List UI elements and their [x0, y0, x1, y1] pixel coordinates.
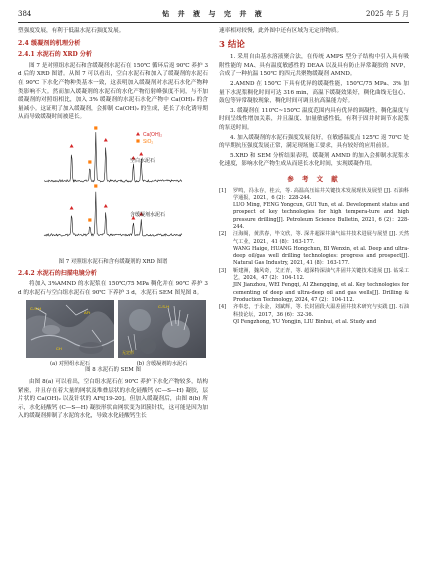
legend-label: Ca(OH)₂ — [143, 131, 163, 138]
xrd-series-label: 空白水泥石 — [130, 157, 156, 164]
reference-item: [4] 齐奉忠，于永金，刘斌辉，等. 长封固段大温差固井技术研究与实践 [J]. 石油科技论坛，2017，36 (6)：32-36. — [219, 304, 409, 318]
xrd-peak-marker — [88, 160, 91, 163]
svg-text:C-S-H: C-S-H — [158, 304, 170, 310]
page-number: 384 — [18, 10, 32, 18]
reference-list — [219, 188, 409, 327]
svg-text:C-S-H: C-S-H — [30, 306, 42, 312]
figure-caption: 图 7 对照组水泥石和含有缓凝剂的 XRD 图谱 — [58, 258, 168, 265]
conclusion-item: 5.XRD 和 SEM 分析结果表明，缓凝剂 AMND 的加入会抑制水泥浆水化速度，影响水化产物生成从而延长水化时间，实现缓凝作用。 — [219, 152, 409, 168]
header-rule — [18, 22, 409, 23]
reference-item: [2] 汪海阁，黄洪春，毕文欣，等. 深井超深井油气钻井技术进展与展望 [J]. 天然气工业，2021，41 (8)：163-177. — [219, 231, 409, 245]
svg-text:AFt: AFt — [84, 310, 91, 316]
sem-image-retarder — [118, 300, 206, 358]
subsection-heading: 2.4.2 水泥石的扫描电镜分析 — [18, 269, 97, 277]
legend-label: SiO₂ — [143, 138, 154, 145]
issue-date: 2025 年 5 月 — [366, 10, 409, 18]
paragraph: 速率相对较慢，此外图中还有区域为无定形物质。 — [219, 28, 343, 34]
reference-item: WANG Haige, HUANG Hongchun, BI Wenxin, et al. Deep and ultra-deep oil/gas well drilling technologies: progress and prospect[J]. Natural Gas Industry, 2021, 41 (8)：163-177. — [233, 245, 409, 267]
figure-caption: 图 8 水泥石的 SEM 图 — [85, 367, 141, 374]
right-column — [219, 27, 409, 326]
conclusion-item: 4. 加入缓凝剂的水泥石强度发展良好，在敏感温度点 125℃ 返 70℃ 处的早期抗压强度发展正常，满足现场施工要求，具有较好的应用前景。 — [219, 134, 409, 150]
sem-caption-a: (a) 对照组水泥石 — [50, 361, 90, 368]
xrd-figure — [18, 124, 208, 256]
references-heading: 参 考 文 献 — [287, 174, 341, 183]
conclusion-item: 2.AMND 在 150℃ 下具有优异的缓凝性能，150℃/75 MPa、3% 加量下水泥浆稠化时间可达 316 min，高温下缓凝效果好，稠化曲线无包心、鼓包等异常凝胶现象，稠化时间可调且抗高温能力好。 — [219, 80, 409, 105]
paragraph: 将加入 3%AMND 的水泥浆在 150℃/75 MPa 稠化并在 90℃ 养护 3 d 的水泥石与空白组水泥石在 90℃ 下养护 3 d，水泥石 SEM 图见图 8。 — [18, 281, 208, 296]
reference-item: LUO Ming, FENG Yongcun, GUI Yun, et al. Development status and prospect of key technologies for high tempera-ture and high pressure drilling[J]. Petroleum Science Bulletin, 2021, 6 (2)：228-244. — [233, 202, 409, 230]
paragraph: 塑强度发展，有利于低温水泥石强度发展。 — [18, 28, 125, 34]
reference-item: QI Fengzhong, YU Yongjin, LIU Binhui, et al. Study and — [233, 318, 377, 325]
sem-image-control — [26, 300, 114, 358]
section-heading: 3 结论 — [219, 39, 245, 50]
sem-caption-b: (b) 含缓凝剂的水泥石 — [136, 361, 188, 368]
journal-title: 钻 井 液 与 完 井 液 — [162, 9, 265, 18]
page-header — [18, 7, 409, 21]
xrd-peak-marker — [94, 126, 97, 129]
reference-item: JIN Jianzhou, WEI Fengqi, AI Zhengqing, et al. Key technologies for cementing of deep and ultra-deep oil and gas wells[J]. Drilling & Production Technology, 2024, 47 (2)：104-112. — [233, 282, 409, 303]
conclusion-item: 3. 缓凝剂在 110℃~150℃ 温度范围内具有优异的调凝性，稠化温度与时间呈线性增加关系，并且温度、加量敏感性低，有利于固井时调节水泥浆的泵送时间。 — [219, 107, 409, 131]
svg-text:无定形: 无定形 — [122, 350, 134, 356]
subsection-heading: 2.4.1 水泥石的 XRD 分析 — [18, 51, 92, 59]
paragraph: 由图 8(a) 可以看出，空白组水泥石在 90℃ 养护下水化产物较多，结构紧密，并且存在着大量的网状及堆叠层状的水化硅酸钙 (C—S—H) 凝胶，层片状的 Ca(OH)₂ 以及针状的 AFt[19-20]。但加入缓凝剂后，由图 8(b) 所示，水化硅酸钙 (C—S—H) 凝胶形状由网状变为团簇针状，这可能是因为加入的缓凝剂抑制了水泥的水化，导致水化硅酸钙生长 — [18, 378, 208, 420]
legend-marker — [136, 139, 139, 142]
sem-figure — [18, 300, 208, 368]
svg-text:CH: CH — [56, 346, 62, 352]
xrd-series-label: 含缓凝剂水泥石 — [130, 211, 166, 218]
paragraph: 图 7 是对照组水泥石和含缓凝剂水泥石在 150℃ 循环后返 90℃ 养护 3 d 后的 XRD 图谱。从图 7 可以看出，空白水泥石和加入了缓凝剂的水泥石在 90℃ 下水化产物种类基本一致，这表明加入缓凝剂对水泥石水化产物种类影响不大。然而加入缓凝剂的水泥石的水化产物衍射峰强度不同，与不加缓凝剂的对照组相比，加入 3% 缓凝剂的水泥石水化产物中 Ca(OH)₂ 的含量减小。这证明了加入缓凝剂，会抑制 Ca(OH)₂ 的生成，延长了水化诱导期从而导致缓凝时间被延长。 — [18, 62, 208, 121]
reference-item: [3] 靳建洲，魏风奇，艾正青，等. 超深特深油气井固井关键技术进展 [J]. 钻采工艺，2024，47 (2)：104-112. — [219, 267, 409, 282]
xrd-peak-marker — [94, 184, 97, 187]
reference-item: [1] 罗鸣，冯永存，桂云，等. 高温高压钻井关键技术发展现状及展望 [J]. 石油科学通报，2021，6 (2)：228-244. — [219, 187, 409, 201]
xrd-peak-marker — [88, 218, 91, 221]
xrd-chart — [38, 124, 188, 254]
left-column — [18, 27, 208, 422]
section-heading: 2.4 缓凝剂的机理分析 — [18, 39, 81, 47]
conclusion-item: 1. 采用自由基水溶液聚合法，在传统 AMPS 型分子结构中引入具有吸附性能的 MA、具有温度敏感性的 DEAA 以及具有防止异常凝胶的 NVP，合成了一种抗温 150℃ 的四元共聚物缓凝剂 AMND。 — [219, 54, 409, 78]
